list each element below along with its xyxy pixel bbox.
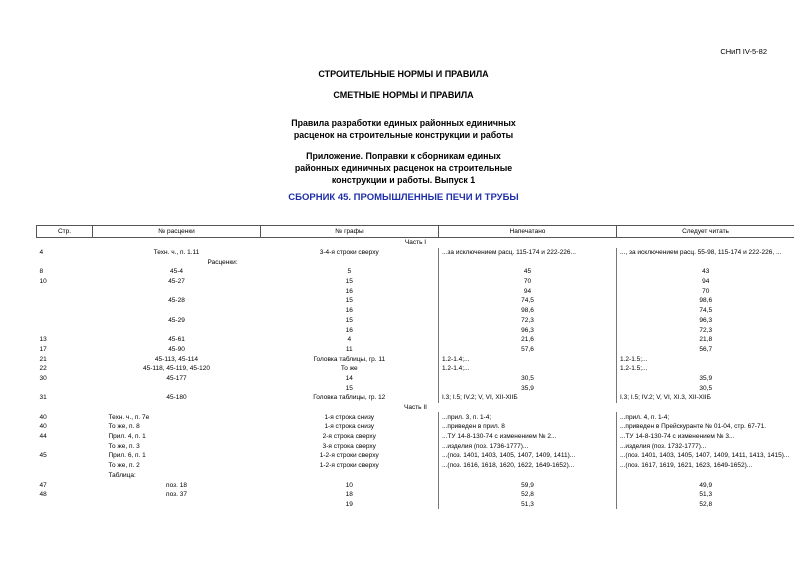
cell-column-number: 18 — [345, 491, 353, 499]
cell-should-read: ...приведен в Прейскуранте № 01-04, стр. 67-71. — [617, 422, 795, 432]
cell-should-read: 56,7 — [617, 345, 795, 355]
cell-should-read: I.3; I.5; IV.2; V, VI, XI.3, XII-XIIБ — [617, 393, 795, 403]
cell-should-read: ...прил. 4, п. 1-4; — [617, 412, 795, 422]
cell-should-read: 30,5 — [617, 383, 795, 393]
table-row — [37, 248, 795, 258]
cell-column-number: 10 — [345, 481, 353, 489]
cell-column-number: 16 — [345, 287, 353, 295]
cell-printed: 98,6 — [439, 306, 617, 316]
corrections-table — [36, 225, 794, 509]
cell-printed: 96,3 — [439, 325, 617, 335]
cell-printed: ...изделия (поз. 1736-1777)... — [439, 441, 617, 451]
cell-rate-number: 45-61 — [168, 336, 185, 344]
cell-page — [37, 316, 93, 326]
cell-should-read: 1.2-1.5;... — [617, 364, 795, 374]
cell-should-read: 21,8 — [617, 335, 795, 345]
appendix-title-line: конструкции и работы. Выпуск 1 — [331, 175, 476, 185]
part-header-row — [37, 403, 795, 413]
cell-column-number: 15 — [345, 278, 353, 286]
table-row — [37, 422, 795, 432]
cell-rate-number: 45-29 — [168, 316, 185, 324]
cell-rate-number: 45-4 — [169, 268, 183, 276]
cell-should-read: ...ТУ 14-8-130-74 с изменением № 3... — [617, 432, 795, 442]
table-row — [37, 393, 795, 403]
cell-column-number — [261, 257, 439, 267]
cell-should-read: 96,3 — [617, 316, 795, 326]
cell-page: 30 — [39, 374, 47, 382]
cell-printed: 45 — [439, 267, 617, 277]
cell-rate-number: 45-113, 45-114 — [154, 355, 199, 363]
table-row — [37, 374, 795, 384]
cell-column-number: 14 — [345, 374, 353, 382]
cell-column-number: Головка таблицы, гр. 11 — [313, 355, 386, 363]
cell-rate-number: То же, п. 3 — [108, 442, 140, 450]
appendix-title-line: районных единичных расценок на строительные — [294, 163, 513, 173]
header-page: Стр. — [37, 226, 93, 238]
cell-should-read: 98,6 — [617, 296, 795, 306]
cell-printed: ...за исключением расц. 115-174 и 222-226... — [439, 248, 617, 258]
cell-printed: 74,5 — [439, 296, 617, 306]
cell-column-number: 15 — [345, 384, 353, 392]
cell-printed: 52,8 — [439, 490, 617, 500]
rules-title-line: расценок на строительные конструкции и работы — [293, 130, 514, 140]
cell-rate-number: То же, п. 8 — [108, 423, 140, 431]
cell-should-read — [617, 471, 795, 481]
header-rate-number: № расценки — [93, 226, 261, 238]
cell-page — [37, 286, 93, 296]
appendix-title — [0, 150, 807, 186]
cell-printed: ...(поз. 1616, 1618, 1620, 1622, 1649-1652)... — [439, 461, 617, 471]
cell-page: 45 — [39, 452, 47, 460]
cell-rate-number: 45-90 — [168, 345, 185, 353]
main-title: СТРОИТЕЛЬНЫЕ НОРМЫ И ПРАВИЛА — [318, 69, 489, 79]
cell-page — [37, 500, 93, 510]
cell-column-number: 1-я строка снизу — [324, 413, 375, 421]
cell-rate-number: 45-28 — [168, 297, 185, 305]
cell-rate-number: То же, п. 2 — [108, 462, 140, 470]
cell-printed: ...(поз. 1401, 1403, 1405, 1407, 1409, 1411)... — [439, 451, 617, 461]
table-row — [37, 441, 795, 451]
cell-column-number: 11 — [345, 345, 353, 353]
cell-rate-number: Таблица: — [108, 471, 136, 479]
table-row — [37, 325, 795, 335]
table-header-row — [37, 226, 795, 238]
table-row — [37, 412, 795, 422]
sub-title: СМЕТНЫЕ НОРМЫ И ПРАВИЛА — [333, 90, 474, 100]
table-row — [37, 451, 795, 461]
cell-page: 40 — [39, 423, 47, 431]
table-row — [37, 500, 795, 510]
cell-rate-number: Прил. 4, п. 1 — [108, 433, 146, 441]
table-row — [37, 306, 795, 316]
document-code: СНиП IV-5-82 — [720, 47, 767, 56]
appendix-title-line: Приложение. Поправки к сборникам единых — [306, 151, 501, 161]
cell-page: 47 — [39, 481, 47, 489]
rules-title — [0, 117, 807, 141]
cell-printed: ...ТУ 14-8-130-74 с изменением № 2... — [439, 432, 617, 442]
table-body — [37, 238, 795, 510]
cell-page: 21 — [39, 355, 47, 363]
cell-should-read: ...(поз. 1617, 1619, 1621, 1623, 1649-1652)... — [617, 461, 795, 471]
cell-should-read: 1.2-1.5;... — [617, 354, 795, 364]
cell-should-read: 52,8 — [617, 500, 795, 510]
cell-rate-number — [93, 286, 261, 296]
cell-page: 44 — [39, 433, 47, 441]
cell-printed: 72,3 — [439, 316, 617, 326]
cell-printed: 57,6 — [439, 345, 617, 355]
cell-column-number: 1-2-я строки сверху — [319, 452, 379, 460]
cell-printed — [439, 471, 617, 481]
cell-should-read: 74,5 — [617, 306, 795, 316]
table-row — [37, 471, 795, 481]
cell-printed: 59,9 — [439, 480, 617, 490]
cell-column-number — [261, 471, 439, 481]
cell-rate-number: 45-180 — [166, 394, 187, 402]
cell-column-number: 16 — [345, 307, 353, 315]
rules-title-line: Правила разработки единых районных единичных — [291, 118, 516, 128]
cell-column-number: 15 — [345, 297, 353, 305]
table-row — [37, 461, 795, 471]
cell-rate-number — [93, 306, 261, 316]
cell-should-read: 94 — [617, 277, 795, 287]
table-row — [37, 354, 795, 364]
cell-printed: 30,5 — [439, 374, 617, 384]
cell-page: 8 — [39, 268, 44, 276]
cell-page — [37, 325, 93, 335]
cell-printed: 21,6 — [439, 335, 617, 345]
cell-rate-number: поз. 18 — [166, 481, 187, 489]
cell-page: 40 — [39, 413, 47, 421]
cell-column-number: 19 — [345, 500, 353, 508]
cell-page — [37, 306, 93, 316]
cell-column-number: 2-я строка сверху — [322, 433, 376, 441]
table-row — [37, 432, 795, 442]
cell-column-number: То же — [340, 365, 358, 373]
cell-page — [37, 296, 93, 306]
cell-rate-number: 45-27 — [168, 278, 185, 286]
cell-page — [37, 383, 93, 393]
cell-should-read: 72,3 — [617, 325, 795, 335]
cell-page — [37, 441, 93, 451]
table-row — [37, 257, 795, 267]
cell-column-number: 16 — [345, 326, 353, 334]
table-row — [37, 277, 795, 287]
table-row — [37, 345, 795, 355]
cell-should-read: 70 — [617, 286, 795, 296]
table-row — [37, 383, 795, 393]
cell-should-read: 49,9 — [617, 480, 795, 490]
cell-rate-number: поз. 37 — [166, 491, 187, 499]
cell-column-number: 3-4-я строки сверху — [319, 249, 379, 257]
cell-printed: 1.2-1.4;... — [439, 354, 617, 364]
part-label: Часть I — [404, 239, 427, 247]
table-row — [37, 480, 795, 490]
table-row — [37, 364, 795, 374]
cell-printed: 94 — [439, 286, 617, 296]
cell-page — [37, 461, 93, 471]
cell-printed: 1.2-1.4;... — [439, 364, 617, 374]
cell-printed: 35,9 — [439, 383, 617, 393]
cell-column-number: 1-я строка снизу — [324, 423, 375, 431]
cell-page: 4 — [39, 249, 44, 257]
cell-should-read: 43 — [617, 267, 795, 277]
cell-page: 13 — [39, 336, 47, 344]
corrections-table-container — [36, 225, 794, 571]
cell-column-number: 15 — [345, 316, 353, 324]
table-row — [37, 490, 795, 500]
cell-printed — [439, 257, 617, 267]
cell-page — [37, 257, 93, 267]
cell-printed: I.3; I.5; IV.2; V, VI, XII-XIIБ — [439, 393, 617, 403]
cell-page: 31 — [39, 394, 47, 402]
cell-rate-number — [93, 500, 261, 510]
cell-column-number: Головка таблицы, гр. 12 — [313, 394, 386, 402]
cell-printed: 70 — [439, 277, 617, 287]
cell-should-read: ...(поз. 1401, 1403, 1405, 1407, 1409, 1411, 1413, 1415)... — [617, 451, 795, 461]
cell-rate-number: 45-118, 45-119, 45-120 — [143, 365, 210, 373]
cell-printed: 51,3 — [439, 500, 617, 510]
table-row — [37, 296, 795, 306]
header-column-number: № графы — [261, 226, 439, 238]
cell-rate-number: Техн. ч., п. 7е — [108, 413, 150, 421]
part-header-row — [37, 238, 795, 248]
header-printed: Напечатано — [439, 226, 617, 238]
cell-rate-number: Прил. 6, п. 1 — [108, 452, 146, 460]
cell-should-read: ..., за исключением расц. 55-98, 115-174 и 222-226, ... — [617, 248, 795, 258]
cell-rate-number: Техн. ч., п. 1.11 — [153, 249, 200, 257]
table-row — [37, 316, 795, 326]
cell-column-number: 5 — [347, 268, 352, 276]
table-row — [37, 286, 795, 296]
cell-page — [37, 471, 93, 481]
cell-column-number: 3-я строка сверху — [322, 442, 376, 450]
header-should-read: Следует читать — [617, 226, 795, 238]
cell-page: 10 — [39, 278, 47, 286]
table-row — [37, 267, 795, 277]
cell-printed: ...приведен в прил. 8 — [439, 422, 617, 432]
cell-should-read — [617, 257, 795, 267]
table-row — [37, 335, 795, 345]
cell-rate-number: 45-177 — [166, 374, 187, 382]
cell-printed: ...прил. 3, п. 1-4; — [439, 412, 617, 422]
cell-page: 17 — [39, 345, 47, 353]
cell-rate-number — [93, 325, 261, 335]
cell-rate-number — [93, 383, 261, 393]
cell-rate-number: Расценки: — [207, 258, 238, 266]
part-label: Часть II — [404, 404, 427, 412]
cell-page: 22 — [39, 365, 47, 373]
cell-should-read: ...изделия (поз. 1732-1777)... — [617, 441, 795, 451]
cell-column-number: 1-2-я строки сверху — [319, 462, 379, 470]
cell-should-read: 51,3 — [617, 490, 795, 500]
cell-page: 48 — [39, 491, 47, 499]
cell-should-read: 35,9 — [617, 374, 795, 384]
collection-title: СБОРНИК 45. ПРОМЫШЛЕННЫЕ ПЕЧИ И ТРУБЫ — [288, 192, 519, 203]
cell-column-number: 4 — [347, 336, 352, 344]
